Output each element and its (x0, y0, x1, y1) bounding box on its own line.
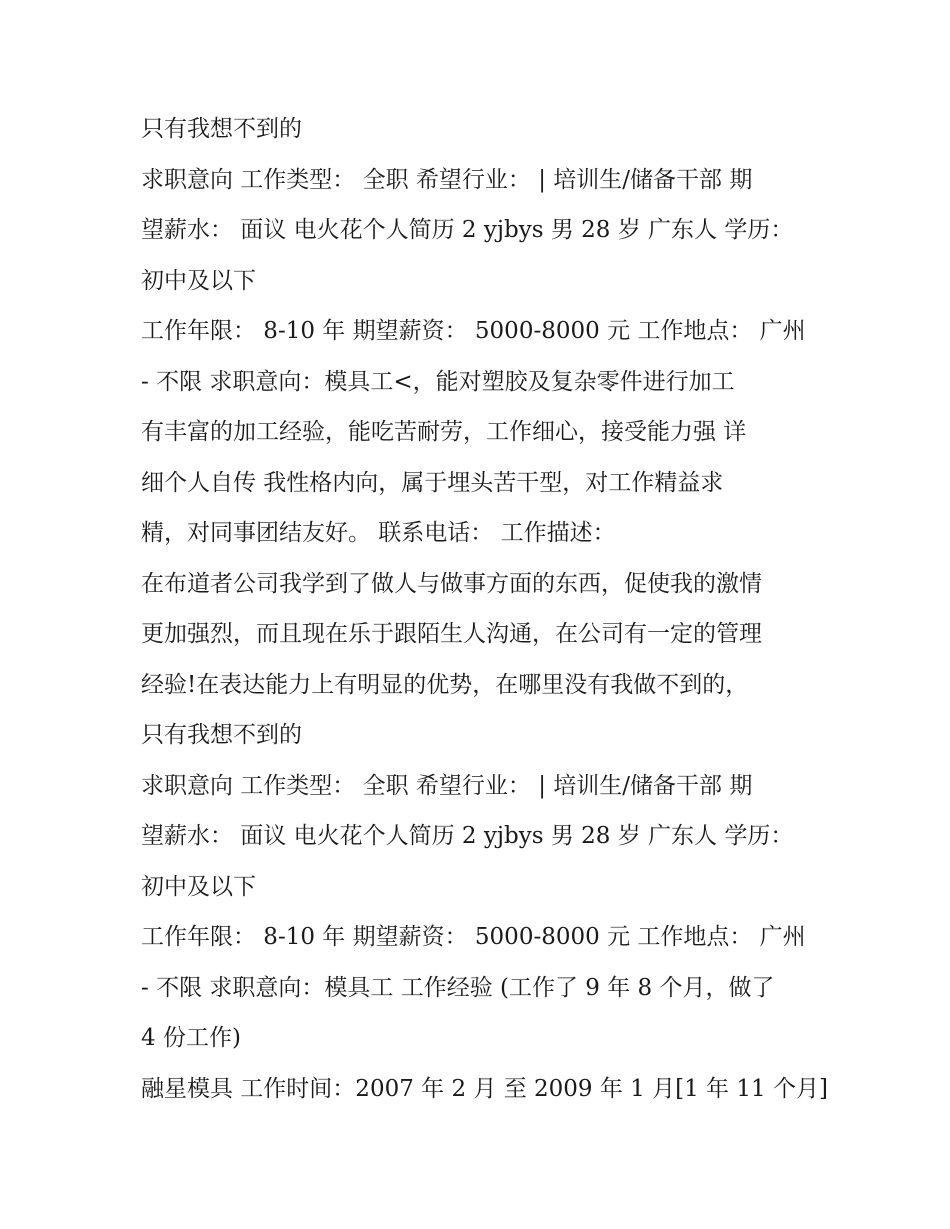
text-line: 初中及以下 (141, 873, 256, 900)
text-line: 4 份工作) (141, 1025, 241, 1051)
text-line: 更加强烈，而且现在乐于跟陌生人沟通，在公司有一定的管理 (141, 621, 762, 647)
text-line: - 不限 求职意向：模具工 工作经验 (工作了 9 年 8 个月，做了 (141, 974, 775, 1001)
text-line: 求职意向 工作类型： 全职 希望行业： | 培训生/储备干部 期 (141, 772, 753, 799)
text-line: 精，对同事团结友好。 联系电话： 工作描述： (141, 520, 616, 546)
text-line: 初中及以下 (141, 267, 256, 294)
text-line: 细个人自传 我性格内向，属于埋头苦干型，对工作精益求 (141, 469, 724, 496)
document-body (141, 104, 828, 1114)
text-line: 经验!在表达能力上有明显的优势，在哪里没有我做不到的， (141, 671, 749, 698)
text-line: - 不限 求职意向：模具工<，能对塑胶及复杂零件进行加工 (141, 368, 735, 395)
text-line: 工作年限： 8-10 年 期望薪资： 5000-8000 元 工作地点： 广州 (141, 924, 806, 950)
text-line: 在布道者公司我学到了做人与做事方面的东西，促使我的激情 (141, 570, 762, 597)
text-line: 有丰富的加工经验，能吃苦耐劳，工作细心，接受能力强 详 (141, 419, 747, 445)
text-line: 望薪水： 面议 电火花个人简历 2 yjbys 男 28 岁 广东人 学历： (141, 217, 794, 243)
text-line: 望薪水： 面议 电火花个人简历 2 yjbys 男 28 岁 广东人 学历： (141, 823, 794, 849)
text-line: 融星模具 工作时间：2007 年 2 月 至 2009 年 1 月[1 年 11 个月] (141, 1075, 828, 1102)
text-line: 只有我想不到的 (141, 722, 302, 748)
text-line: 只有我想不到的 (141, 116, 302, 142)
text-line: 工作年限： 8-10 年 期望薪资： 5000-8000 元 工作地点： 广州 (141, 318, 806, 344)
text-line: 求职意向 工作类型： 全职 希望行业： | 培训生/储备干部 期 (141, 166, 753, 193)
